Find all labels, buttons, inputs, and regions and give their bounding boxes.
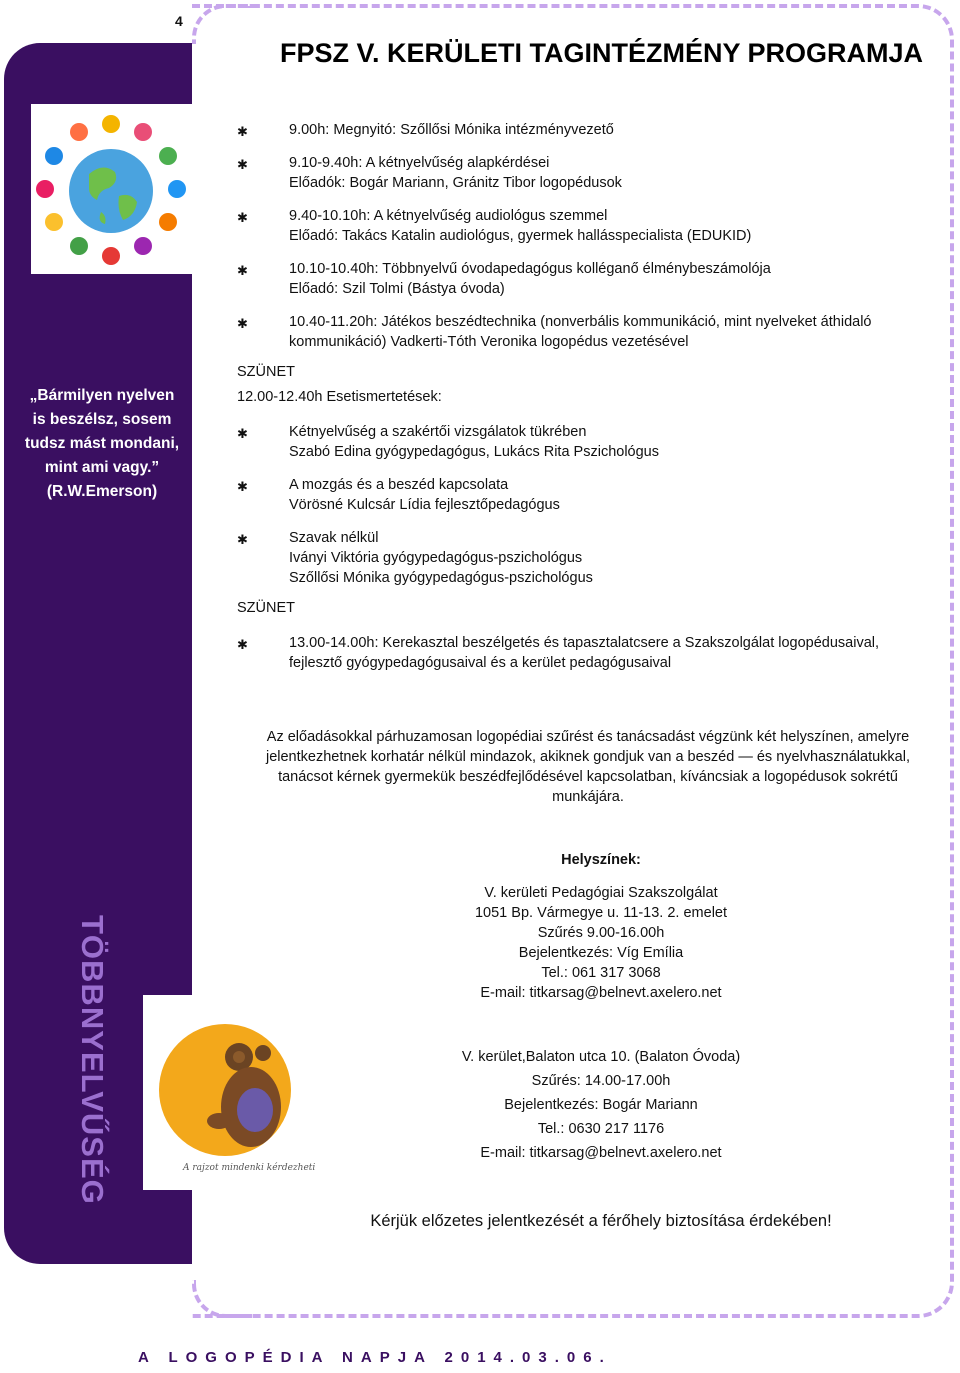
- bullet-star-icon: ✱: [237, 210, 248, 225]
- bullet-star-icon: ✱: [237, 637, 248, 652]
- quote-line: is beszélsz, sosem: [32, 411, 172, 428]
- program-item: ✱ Kétnyelvűség a szakértői vizsgálatok tükrében Szabó Edina gyógypedagógus, Lukács Rita Pszichológus: [237, 424, 659, 460]
- bullet-star-icon: ✱: [237, 157, 248, 172]
- closing-note: Kérjük előzetes jelentkezését a férőhely biztosítása érdekében!: [370, 1212, 832, 1230]
- quote-line: tudsz mást mondani,: [24, 435, 180, 452]
- program-item: ✱ Szavak nélkül Iványi Viktória gyógypedagógus-pszichológus Szőllősi Mónika gyógypedagógus-pszichológus: [237, 530, 593, 586]
- bullet-star-icon: ✱: [237, 124, 248, 139]
- location-1: V. kerületi Pedagógiai Szakszolgálat 1051 Bp. Vármegye u. 11-13. 2. emelet Szűrés 9.00-16.00h Bejelentkezés: Víg Emília Tel.: 061 317 3068 E-mail: titkarsag@belnevt.axelero.net: [248, 883, 954, 1003]
- globe-illustration: [31, 104, 192, 274]
- locations-heading: Helyszínek:: [561, 852, 641, 868]
- bullet-star-icon: ✱: [237, 316, 248, 331]
- page-number: 4: [175, 13, 183, 29]
- program-item: ✱ 9.40-10.10h: A kétnyelvűség audiológus szemmel Előadó: Takács Katalin audiológus, gyermek hallásspecialista (EDUKID): [237, 208, 752, 244]
- quote-line: mint ami vagy.”: [44, 459, 160, 476]
- program-item: ✱ 9.10-9.40h: A kétnyelvűség alapkérdései Előadók: Bogár Mariann, Gránitz Tibor logopédusok: [237, 155, 622, 191]
- bullet-star-icon: ✱: [237, 532, 248, 547]
- info-paragraph: Az előadásokkal párhuzamosan logopédiai szűrést és tanácsadást végzünk két helyszínen, amelyre jelentkezhetnek korhatár nélkül mindazok, akiknek gondjuk van a beszéd — és nyelvhasználatukkal, tanácsot kérnek gyermekük beszédfejlődésével kapcsolatban, kíváncsiak a logopédusok sokrétű munkájára.: [265, 729, 910, 805]
- program-item: ✱ 13.00-14.00h: Kerekasztal beszélgetés és tapasztalatcsere a Szakszolgálat logopédusaival, fejlesztő gyógypedagógusaival és a kerület pedagógusaival: [237, 635, 880, 671]
- footer-text: A LOGOPÉDIA NAPJA 2014.03.06.: [138, 1349, 612, 1366]
- page-title: FPSZ V. KERÜLETI TAGINTÉZMÉNY PROGRAMJA: [280, 38, 924, 68]
- session-heading: 12.00-12.40h Esetismertetések:: [237, 389, 442, 405]
- bear-caption: A rajzot mindenki kérdezheti: [183, 1163, 316, 1173]
- sidebar-quote: [14, 384, 190, 504]
- program-item: ✱ 10.10-10.40h: Többnyelvű óvodapedagógus kolléganő élménybeszámolója Előadó: Szil Tolmi (Bástya óvoda): [237, 261, 771, 297]
- bullet-star-icon: ✱: [237, 479, 248, 494]
- email-link[interactable]: E-mail: titkarsag@belnevt.axelero.net: [480, 1145, 722, 1161]
- program-item: ✱ 9.00h: Megnyitó: Szőllősi Mónika intézményvezető: [237, 120, 937, 140]
- email-link[interactable]: E-mail: titkarsag@belnevt.axelero.net: [480, 985, 722, 1001]
- vertical-title: TÖBBNYELVŰSÉG: [75, 915, 110, 1205]
- program-item: ✱ A mozgás és a beszéd kapcsolata Vörösné Kulcsár Lídia fejlesztőpedagógus: [237, 477, 560, 513]
- break-label: SZÜNET: [237, 600, 295, 616]
- break-label: SZÜNET: [237, 364, 295, 380]
- program-list: [237, 120, 937, 673]
- quote-author: (R.W.Emerson): [46, 483, 158, 500]
- location-2: V. kerület,Balaton utca 10. (Balaton Óvoda) Szűrés: 14.00-17.00h Bejelentkezés: Bogár Mariann Tel.: 0630 217 1176 E-mail: titkarsag@belnevt.axelero.net: [248, 1045, 954, 1165]
- quote-line: „Bármilyen nyelven: [29, 387, 175, 404]
- program-item: ✱ 10.40-11.20h: Játékos beszédtechnika (nonverbális kommunikáció, mint nyelveket áthidaló kommunikáció) Vadkerti-Tóth Veronika logopédus vezetésével: [237, 314, 872, 350]
- bullet-star-icon: ✱: [237, 426, 248, 441]
- bullet-star-icon: ✱: [237, 263, 248, 278]
